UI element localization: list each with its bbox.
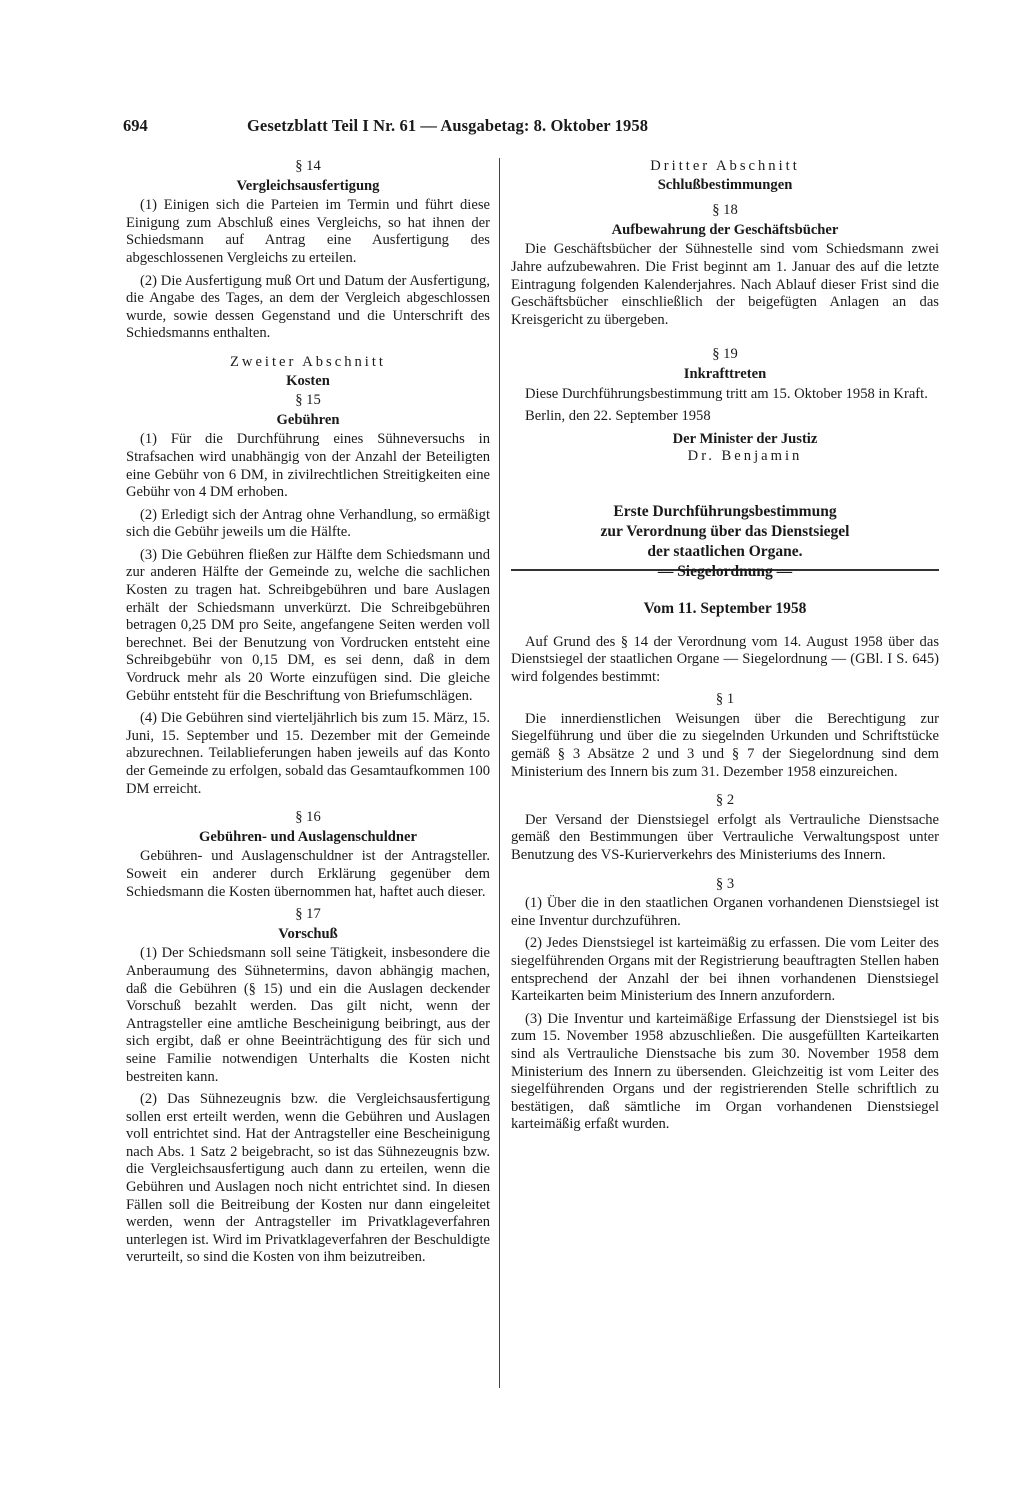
paragraph: Diese Durchführungsbestimmung tritt am 15. Oktober 1958 in Kraft. xyxy=(525,385,928,402)
section-title: Vorschuß xyxy=(278,925,338,942)
place-date: Berlin, den 22. September 1958 xyxy=(525,408,711,425)
title-line: zur Verordnung über das Dienstsiegel xyxy=(600,522,850,540)
minister-title: Der Minister der Justiz xyxy=(672,430,818,447)
document-title xyxy=(511,502,939,582)
chapter-label: Zweiter Abschnitt xyxy=(230,353,386,370)
section-number: § 3 xyxy=(715,875,735,892)
paragraph: (2) Jedes Dienstsiegel ist karteimäßig zu erfassen. Die vom Leiter des siegelführenden Organs mit der Registrierung beauftragten Stellen haben entsprechend der Anzahl der bei ihnen vorhandenen Dienstsiegel Karteikarten beim Ministerium des Innern anzufordern. xyxy=(511,935,939,1005)
page-number: 694 xyxy=(123,116,148,135)
column-divider xyxy=(499,158,500,1388)
chapter-title: Schlußbestimmungen xyxy=(657,176,793,193)
chapter-label: Dritter Abschnitt xyxy=(650,158,800,174)
paragraph: (1) Über die in den staatlichen Organen vorhandenen Dienstsiegel ist eine Inventur durchzuführen. xyxy=(511,895,939,929)
section-number: § 1 xyxy=(715,691,735,708)
section-title: Gebühren xyxy=(276,411,340,428)
section-number: § 2 xyxy=(715,792,735,809)
section-title: Inkrafttreten xyxy=(683,365,767,382)
paragraph: Der Versand der Dienstsiegel erfolgt als Vertrauliche Dienstsache gemäß den Bestimmungen über Vertrauliche Verwaltungspost unter Benutzung des VS-Kurierverkehrs des Ministeriums des Innern. xyxy=(511,811,939,864)
section-number: § 14 xyxy=(295,158,321,174)
title-line: — Siegelordnung — xyxy=(657,562,793,580)
paragraph: Die Geschäftsbücher der Sühnestelle sind vom Schiedsmann zwei Jahre aufzubewahren. Die Frist beginnt am 1. Januar des auf die letzte Eintragung folgenden Kalenderjahres. Nach Ablauf dieser Frist sind die Geschäftsbücher einschließlich der beigefügten Anlagen an das Kreisgericht zu übergeben. xyxy=(511,241,939,328)
paragraph: (3) Die Inventur und karteimäßige Erfassung der Dienstsiegel ist bis zum 15. November 1958 abzuschließen. Die ausgefüllten Karteikarten sind als Vertrauliche Dienstsache bis zum 30. November 1958 dem Ministerium des Innern zu übersenden. Gleichzeitig ist vom Leiter des siegelführenden Organs und der registrierenden Stelle schriftlich zu bestätigen, daß sämtliche im Organ vorhandenen Dienstsiegel karteimäßig erfaßt wurden. xyxy=(511,1010,939,1133)
chapter-title: Kosten xyxy=(286,372,330,389)
paragraph: (2) Die Ausfertigung muß Ort und Datum der Ausfertigung, die Angabe des Tages, an dem der Vergleich abgeschlossen wurde, sowie dessen Gegenstand und die Unterschrift des Schiedsmanns enthalten. xyxy=(126,272,490,342)
page-header xyxy=(123,116,935,140)
section-number: § 17 xyxy=(295,906,321,923)
title-line: der staatlichen Organe. xyxy=(647,542,803,560)
document-date: Vom 11. September 1958 xyxy=(643,599,807,617)
paragraph: Gebühren- und Auslagenschuldner ist der Antragsteller. Soweit ein anderer durch Erklärung gegenüber dem Schiedsmann die Kosten übernommen hat, haftet auch dieser. xyxy=(126,848,490,900)
right-column xyxy=(511,158,939,1139)
paragraph: (1) Der Schiedsmann soll seine Tätigkeit, insbesondere die Anberaumung des Sühnetermins, davon abhängig machen, daß die Gebühren (§ 15) und ein die Auslagen deckender Vorschuß bezahlt werden. Das gilt nicht, wenn der Antragsteller eine amtliche Bescheinigung beibringt, aus der sich ergibt, daß er ohne Beeinträchtigung des für sich und seine Familie notwendigen Unterhalts die Kosten nicht bestreiten kann. xyxy=(126,945,490,1085)
section-number: § 19 xyxy=(712,346,738,363)
paragraph: (3) Die Gebühren fließen zur Hälfte dem Schiedsmann und zur anderen Hälfte der Gemeinde zu, welche die sachlichen Kosten zu tragen hat. Schreibgebühren und bare Auslagen erhält der Schiedsmann unverkürzt. Die Schreibgebühren betragen 0,25 DM pro Seite, angefangene Seiten werden voll berechnet. Bei der Benutzung von Vordrucken entsteht eine Schreibgebühr von 0,15 DM, es sei denn, daß in dem Vordruck mehr als 20 Worte einzufügen sind. Die gleiche Gebühr entsteht für die Beschriftung von Briefumschlägen. xyxy=(126,546,490,704)
paragraph: (2) Das Sühnezeugnis bzw. die Vergleichsausfertigung sollen erst erteilt werden, wenn die Gebühren und Auslagen voll entrichtet sind. Hat der Antragsteller eine Bescheinigung nach Abs. 1 Satz 2 beigebracht, so ist das Sühnezeugnis bzw. die Vergleichsausfertigung auch dann zu erteilen, wenn die Gebühren und Auslagen noch nicht entrichtet sind. In diesen Fällen soll die Beitreibung der Kosten nur dann eingeleitet werden, wenn der Antragsteller im Privatklageverfahren unterlegen ist. Wird im Privatklageverfahren der Beschuldigte verurteilt, so sind die Kosten von ihm beizutreiben. xyxy=(126,1091,490,1266)
section-number: § 18 xyxy=(712,202,738,219)
paragraph: (4) Die Gebühren sind vierteljährlich bis zum 15. März, 15. Juni, 15. September und 15. Dezember mit der Gemeinde abzurechnen. Teilablieferungen haben jeweils auf das Konto der Gemeinde zu erfolgen, sobald das Gesamtaufkommen 100 DM erreicht. xyxy=(126,710,490,797)
section-number: § 16 xyxy=(295,809,321,826)
title-line: Erste Durchführungsbestimmung xyxy=(613,502,837,520)
paragraph: Die innerdienstlichen Weisungen über die Berechtigung zur Siegelführung und über die zu siegelnden Urkunden und Schriftstücke gemäß § 3 Absätze 2 und 3 und § 7 der Siegelordnung sind dem Ministerium des Innern bis zum 31. Dezember 1958 einzureichen. xyxy=(511,710,939,780)
section-number: § 15 xyxy=(295,392,321,409)
paragraph: (1) Für die Durchführung eines Sühneversuchs in Strafsachen wird unabhängig von der Anzahl der Beteiligten eine Gebühr von 6 DM, in zivilrechtlichen Streitigkeiten eine Gebühr von 4 DM erhoben. xyxy=(126,431,490,501)
paragraph: Auf Grund des § 14 der Verordnung vom 14. August 1958 über das Dienstsiegel der staatlichen Organe — Siegelordnung — (GBl. I S. 645) wird folgendes bestimmt: xyxy=(511,633,939,685)
paragraph: (1) Einigen sich die Parteien im Termin und führt diese Einigung zum Abschluß eines Vergleichs, so hat ihnen der Schiedsmann auf Antrag eine Ausfertigung des abgeschlossenen Vergleichs zu erteilen. xyxy=(126,197,490,266)
header-title: Gesetzblatt Teil I Nr. 61 — Ausgabetag: 8. Oktober 1958 xyxy=(247,116,649,135)
section-title: Gebühren- und Auslagenschuldner xyxy=(199,828,417,845)
paragraph: (2) Erledigt sich der Antrag ohne Verhandlung, so ermäßigt sich die Gebühr jeweils um die Hälfte. xyxy=(126,506,490,541)
section-title: Vergleichsausfertigung xyxy=(236,177,380,194)
left-column xyxy=(126,158,490,1272)
signature-name: Dr. Benjamin xyxy=(687,448,803,465)
section-title: Aufbewahrung der Geschäftsbücher xyxy=(611,221,839,238)
